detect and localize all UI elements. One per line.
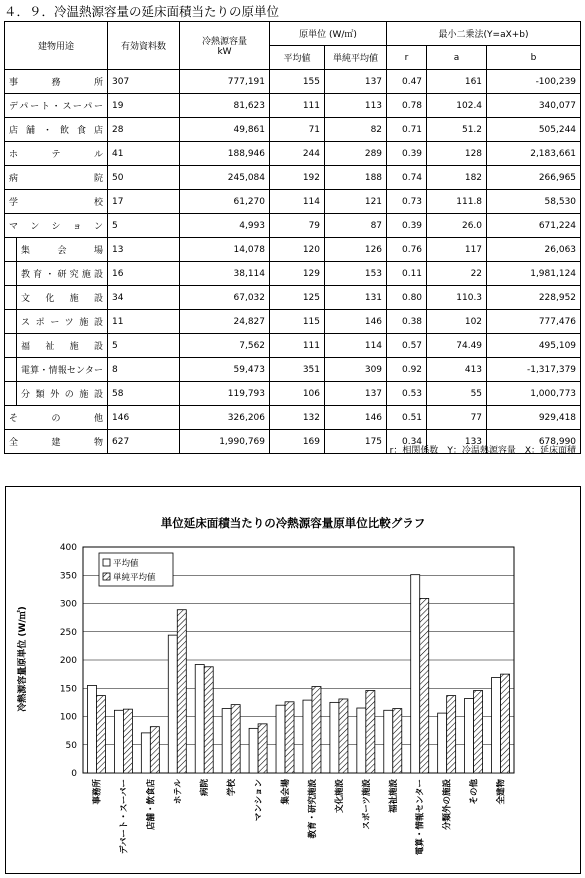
cell-count: 34 [108, 286, 180, 310]
table-row [5, 118, 581, 142]
table-row [5, 334, 581, 358]
cell-savg: 87 [325, 214, 387, 238]
row-label: 病 院 [5, 166, 108, 190]
cell-b: 266,965 [487, 166, 581, 190]
cell-cap: 777,191 [180, 70, 270, 94]
cell-a: 110.3 [427, 286, 487, 310]
group-indent [5, 358, 17, 382]
y-tick-label: 250 [59, 627, 77, 638]
row-label: 分類外の施設 [17, 382, 108, 406]
cell-cap: 188,946 [180, 142, 270, 166]
cell-a: 77 [427, 406, 487, 430]
cell-cap: 24,827 [180, 310, 270, 334]
header-capacity-unit: kW [217, 47, 232, 57]
cell-savg: 188 [325, 166, 387, 190]
cell-count: 28 [108, 118, 180, 142]
bar-simple-avg [285, 702, 294, 773]
cell-r: 0.74 [387, 166, 427, 190]
cell-avg: 106 [270, 382, 325, 406]
cell-b: 671,224 [487, 214, 581, 238]
header-capacity-label: 冷熱源容量 [202, 37, 248, 47]
cell-savg: 121 [325, 190, 387, 214]
cell-avg: 114 [270, 190, 325, 214]
cell-count: 58 [108, 382, 180, 406]
y-tick-label: 0 [71, 769, 77, 779]
bar-simple-avg [150, 727, 159, 773]
cell-a: 128 [427, 142, 487, 166]
cell-savg: 114 [325, 334, 387, 358]
cell-savg: 289 [325, 142, 387, 166]
cell-savg: 146 [325, 406, 387, 430]
x-tick-label: 文化施設 [334, 779, 345, 814]
cell-avg: 79 [270, 214, 325, 238]
cell-a: 117 [427, 238, 487, 262]
x-tick-label: 病院 [200, 779, 211, 797]
x-tick-label: ホテル [173, 779, 184, 805]
group-indent [5, 334, 17, 358]
table-row [5, 310, 581, 334]
row-label: そ の 他 [5, 406, 108, 430]
legend-label: 単純平均値 [113, 573, 156, 583]
cell-r: 0.53 [387, 382, 427, 406]
bar-avg [465, 698, 474, 773]
cell-avg: 192 [270, 166, 325, 190]
table-row [5, 190, 581, 214]
cell-a: 133 [427, 430, 487, 454]
cell-a: 51.2 [427, 118, 487, 142]
cell-cap: 7,562 [180, 334, 270, 358]
bar-avg [303, 700, 312, 773]
cell-r: 0.51 [387, 406, 427, 430]
x-tick-label: 教育・研究施設 [307, 779, 318, 839]
y-tick-label: 300 [59, 599, 77, 610]
bar-simple-avg [474, 691, 483, 773]
table-row [5, 406, 581, 430]
bar-simple-avg [258, 724, 267, 773]
group-indent [5, 262, 17, 286]
cell-avg: 244 [270, 142, 325, 166]
bar-simple-avg [339, 699, 348, 773]
x-tick-label: 学校 [227, 779, 238, 797]
cell-cap: 67,032 [180, 286, 270, 310]
cell-b: 495,109 [487, 334, 581, 358]
cell-count: 5 [108, 334, 180, 358]
cell-savg: 146 [325, 310, 387, 334]
cell-r: 0.76 [387, 238, 427, 262]
header-r: r [387, 46, 427, 70]
x-tick-label: スポーツ施設 [361, 779, 372, 830]
row-label: 福 祉 施 設 [17, 334, 108, 358]
bar-avg [249, 728, 258, 773]
cell-avg: 169 [270, 430, 325, 454]
cell-a: 413 [427, 358, 487, 382]
row-label: マンション [5, 214, 108, 238]
cell-b: 678,990 [487, 430, 581, 454]
bar-simple-avg [123, 709, 132, 773]
cell-b: 340,077 [487, 94, 581, 118]
page-heading: ４．９．冷温熱源容量の延床面積当たりの原単位 [4, 4, 280, 19]
bar-chart [6, 487, 580, 873]
table-note: r：相関係数 Y：冷温熱源容量 X：延床面積 [389, 446, 576, 456]
table-row [5, 238, 581, 262]
cell-cap: 245,084 [180, 166, 270, 190]
y-tick-label: 50 [65, 740, 77, 751]
cell-count: 8 [108, 358, 180, 382]
bar-simple-avg [420, 598, 429, 773]
bar-simple-avg [393, 709, 402, 773]
bar-avg [357, 708, 366, 773]
table-row [5, 94, 581, 118]
row-label: デパート・スーパー [5, 94, 108, 118]
bar-avg [276, 705, 285, 773]
row-label: 全 建 物 [5, 430, 108, 454]
row-label: 事 務 所 [5, 70, 108, 94]
cell-avg: 132 [270, 406, 325, 430]
cell-a: 55 [427, 382, 487, 406]
cell-savg: 137 [325, 70, 387, 94]
table-row [5, 262, 581, 286]
bar-avg [195, 665, 204, 773]
cell-savg: 153 [325, 262, 387, 286]
table-row [5, 286, 581, 310]
cell-savg: 137 [325, 382, 387, 406]
cell-r: 0.71 [387, 118, 427, 142]
legend-swatch [103, 559, 110, 566]
bar-simple-avg [204, 667, 213, 773]
cell-avg: 129 [270, 262, 325, 286]
cell-b: 1,981,124 [487, 262, 581, 286]
row-label: 集 会 場 [17, 238, 108, 262]
cell-r: 0.80 [387, 286, 427, 310]
y-tick-label: 400 [59, 543, 77, 553]
cell-r: 0.38 [387, 310, 427, 334]
cell-savg: 175 [325, 430, 387, 454]
cell-b: -100,239 [487, 70, 581, 94]
row-label: 文 化 施 設 [17, 286, 108, 310]
row-label: 電算・情報センター [17, 358, 108, 382]
cell-avg: 351 [270, 358, 325, 382]
legend-label: 平均値 [113, 559, 139, 569]
bar-avg [492, 678, 501, 773]
cell-r: 0.39 [387, 142, 427, 166]
bar-simple-avg [447, 696, 456, 773]
group-indent [5, 382, 17, 406]
chart-title: 単位延床面積当たりの冷熱源容量原単位比較グラフ [160, 516, 426, 530]
x-tick-label: マンション [254, 779, 265, 822]
cell-cap: 4,993 [180, 214, 270, 238]
group-indent [5, 286, 17, 310]
x-tick-label: 集会場 [281, 779, 292, 805]
cell-count: 50 [108, 166, 180, 190]
cell-count: 5 [108, 214, 180, 238]
cell-b: 26,063 [487, 238, 581, 262]
x-tick-label: 電算・情報センター [415, 779, 426, 856]
cell-avg: 115 [270, 310, 325, 334]
cell-cap: 14,078 [180, 238, 270, 262]
cell-r: 0.34 [387, 430, 427, 454]
bar-simple-avg [96, 696, 105, 773]
cell-r: 0.47 [387, 70, 427, 94]
header-count: 有効資料数 [108, 22, 180, 70]
chart-panel [5, 486, 581, 874]
cell-b: -1,317,379 [487, 358, 581, 382]
cell-count: 627 [108, 430, 180, 454]
cell-savg: 113 [325, 94, 387, 118]
chart-legend [99, 553, 173, 586]
x-tick-label: 店舗・飲食店 [146, 779, 157, 831]
header-simple-avg: 単純平均値 [325, 46, 387, 70]
cell-count: 19 [108, 94, 180, 118]
cell-a: 22 [427, 262, 487, 286]
cell-avg: 111 [270, 334, 325, 358]
header-unit-rate: 原単位 (W/㎡) [270, 22, 387, 46]
cell-count: 146 [108, 406, 180, 430]
cell-b: 228,952 [487, 286, 581, 310]
bar-simple-avg [501, 674, 510, 773]
cell-count: 17 [108, 190, 180, 214]
header-capacity [180, 22, 270, 70]
cell-cap: 1,990,769 [180, 430, 270, 454]
cell-r: 0.39 [387, 214, 427, 238]
table-row [5, 142, 581, 166]
x-tick-label: 全建物 [496, 779, 507, 805]
cell-r: 0.73 [387, 190, 427, 214]
group-indent [5, 310, 17, 334]
cell-b: 58,530 [487, 190, 581, 214]
bar-avg [384, 710, 393, 773]
cell-cap: 59,473 [180, 358, 270, 382]
bar-avg [438, 713, 447, 773]
cell-b: 1,000,773 [487, 382, 581, 406]
cell-b: 2,183,661 [487, 142, 581, 166]
cell-r: 0.11 [387, 262, 427, 286]
bar-avg [222, 709, 231, 773]
y-tick-label: 350 [59, 571, 77, 582]
cell-avg: 125 [270, 286, 325, 310]
row-label: 店舗・飲食店 [5, 118, 108, 142]
header-use: 建物用途 [5, 22, 108, 70]
cell-avg: 120 [270, 238, 325, 262]
cell-a: 161 [427, 70, 487, 94]
cell-r: 0.92 [387, 358, 427, 382]
bar-avg [141, 733, 150, 773]
bar-simple-avg [366, 691, 375, 773]
cell-a: 74.49 [427, 334, 487, 358]
table-row [5, 214, 581, 238]
bar-avg [330, 702, 339, 773]
legend-swatch [103, 573, 110, 580]
cell-a: 26.0 [427, 214, 487, 238]
group-indent [5, 238, 17, 262]
cell-savg: 82 [325, 118, 387, 142]
header-b: b [487, 46, 581, 70]
cell-b: 929,418 [487, 406, 581, 430]
header-avg: 平均値 [270, 46, 325, 70]
unit-rate-table [4, 21, 581, 454]
header-lsq: 最小二乗法(Y=aX+b) [387, 22, 581, 46]
bar-avg [168, 635, 177, 773]
x-tick-label: デパート・スーパー [119, 779, 130, 855]
table-row [5, 382, 581, 406]
cell-avg: 111 [270, 94, 325, 118]
cell-b: 777,476 [487, 310, 581, 334]
cell-count: 41 [108, 142, 180, 166]
bar-simple-avg [231, 705, 240, 773]
cell-savg: 131 [325, 286, 387, 310]
cell-a: 102.4 [427, 94, 487, 118]
cell-cap: 38,114 [180, 262, 270, 286]
x-tick-label: 事務所 [92, 779, 103, 805]
cell-savg: 309 [325, 358, 387, 382]
cell-count: 11 [108, 310, 180, 334]
cell-r: 0.78 [387, 94, 427, 118]
cell-count: 13 [108, 238, 180, 262]
y-tick-label: 100 [59, 712, 77, 723]
y-axis-label: 冷熱源容量原単位 (W/㎡) [18, 606, 28, 712]
cell-savg: 126 [325, 238, 387, 262]
table-row [5, 70, 581, 94]
cell-a: 111.8 [427, 190, 487, 214]
table-row [5, 166, 581, 190]
bar-avg [114, 710, 123, 773]
bar-simple-avg [312, 687, 321, 773]
cell-cap: 119,793 [180, 382, 270, 406]
x-tick-label: 福祉施設 [388, 779, 399, 814]
y-tick-label: 200 [59, 656, 77, 666]
bar-avg [411, 575, 420, 773]
row-label: ホ テ ル [5, 142, 108, 166]
row-label: 学 校 [5, 190, 108, 214]
cell-cap: 49,861 [180, 118, 270, 142]
bar-avg [87, 685, 96, 773]
header-a: a [427, 46, 487, 70]
bar-simple-avg [177, 610, 186, 773]
cell-a: 102 [427, 310, 487, 334]
cell-avg: 155 [270, 70, 325, 94]
row-label: 教育・研究施設 [17, 262, 108, 286]
x-tick-label: その他 [469, 779, 480, 805]
cell-cap: 326,206 [180, 406, 270, 430]
row-label: スポーツ施設 [17, 310, 108, 334]
cell-count: 16 [108, 262, 180, 286]
y-tick-label: 150 [59, 684, 77, 695]
x-tick-label: 分類外の施設 [442, 779, 453, 831]
cell-cap: 81,623 [180, 94, 270, 118]
cell-avg: 71 [270, 118, 325, 142]
table-row [5, 358, 581, 382]
cell-b: 505,244 [487, 118, 581, 142]
cell-a: 182 [427, 166, 487, 190]
cell-cap: 61,270 [180, 190, 270, 214]
cell-count: 307 [108, 70, 180, 94]
cell-r: 0.57 [387, 334, 427, 358]
